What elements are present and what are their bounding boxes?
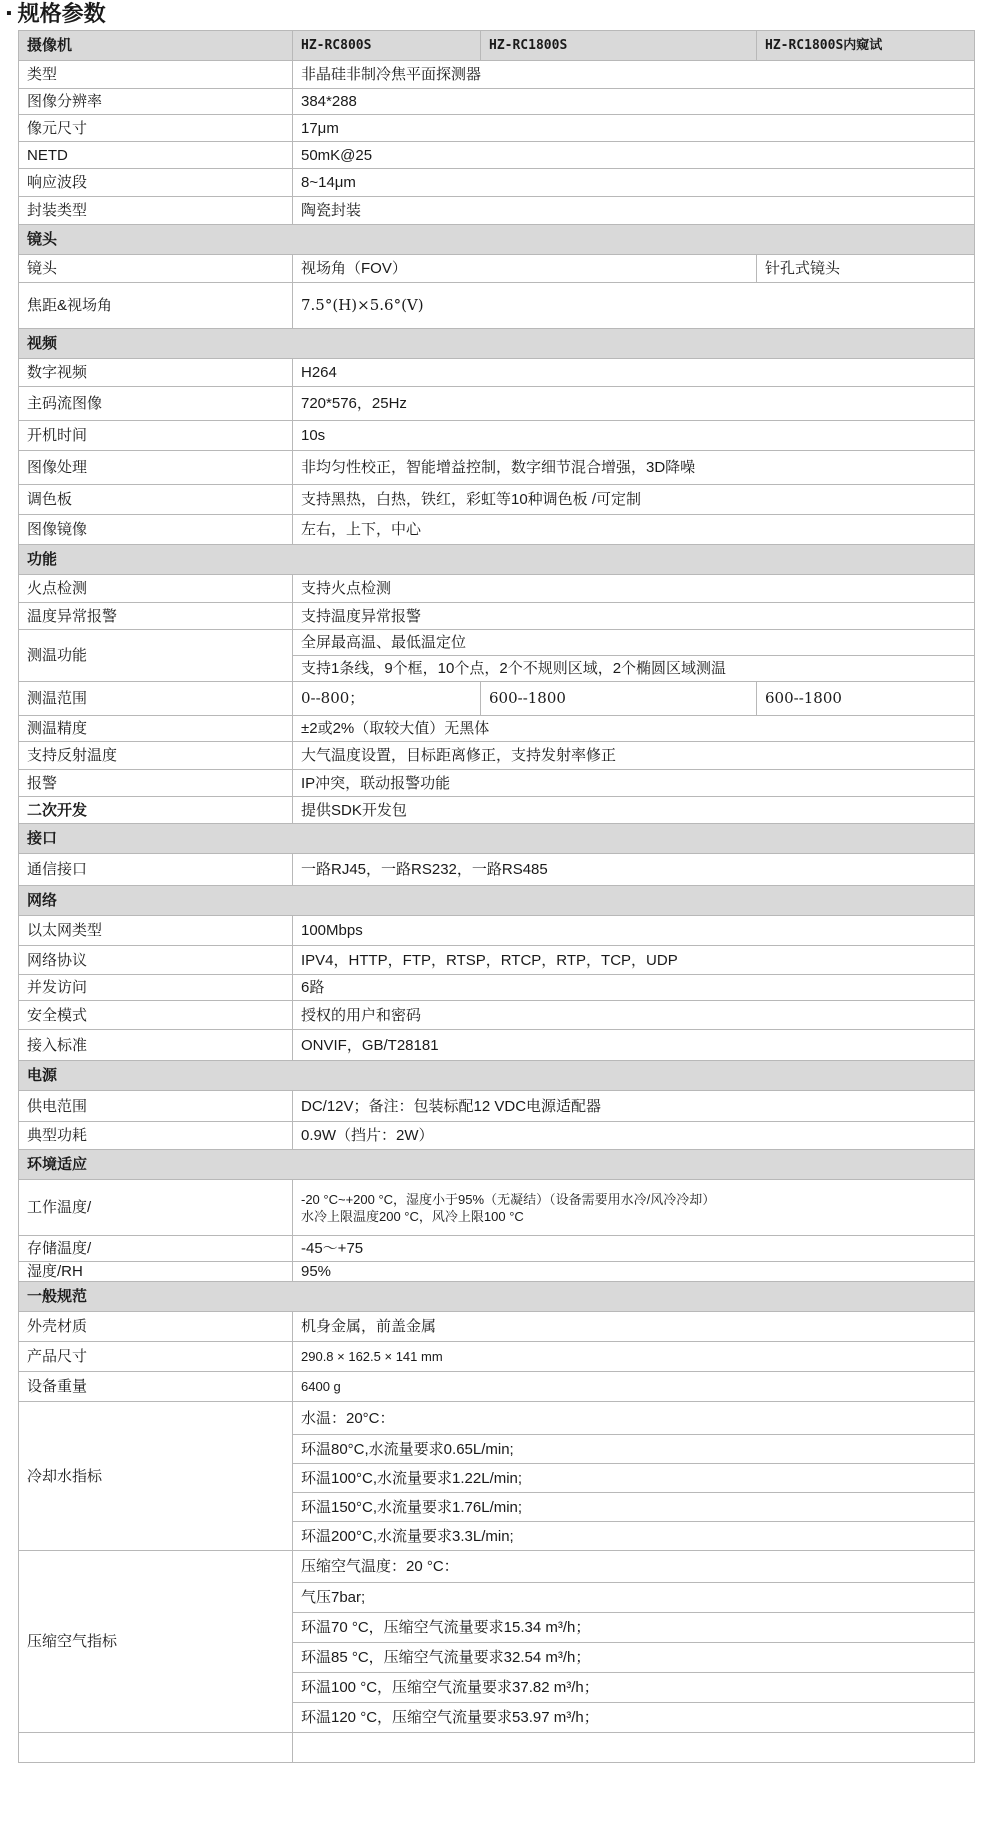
row-value: 视场角（FOV） xyxy=(293,255,757,283)
empty-cell xyxy=(19,1733,293,1763)
table-header-row xyxy=(19,31,975,61)
row-label: 安全模式 xyxy=(19,1001,293,1030)
row-value: 非晶硅非制冷焦平面探测器 xyxy=(293,61,975,89)
row-label: 接入标准 xyxy=(19,1030,293,1061)
row-label: 报警 xyxy=(19,770,293,797)
section-row-network xyxy=(19,886,975,916)
section-row-lens xyxy=(19,225,975,255)
row-label: 类型 xyxy=(19,61,293,89)
table-row xyxy=(19,1402,975,1435)
section-row-environment xyxy=(19,1150,975,1180)
row-value: 6400 g xyxy=(293,1372,975,1402)
table-row xyxy=(19,61,975,89)
table-row xyxy=(19,1342,975,1372)
row-label: 设备重量 xyxy=(19,1372,293,1402)
row-value: 100Mbps xyxy=(293,916,975,946)
table-row xyxy=(19,854,975,886)
section-row-power xyxy=(19,1061,975,1091)
row-value: 8~14μm xyxy=(293,169,975,197)
row-label: 典型功耗 xyxy=(19,1122,293,1150)
row-value: 环温150°C,水流量要求1.76L/min; xyxy=(293,1493,975,1522)
row-label: 焦距&视场角 xyxy=(19,283,293,329)
table-row xyxy=(19,515,975,545)
empty-cell xyxy=(293,1733,975,1763)
table-row xyxy=(19,1262,975,1282)
spec-table xyxy=(18,30,975,1763)
row-value: 支持火点检测 xyxy=(293,575,975,603)
table-row xyxy=(19,1372,975,1402)
model-name: HZ-RC1800S内窥试 xyxy=(757,31,975,61)
table-row xyxy=(19,630,975,656)
row-label: 冷却水指标 xyxy=(19,1402,293,1551)
table-row xyxy=(19,1180,975,1236)
table-row xyxy=(19,603,975,630)
table-row xyxy=(19,1236,975,1262)
table-row xyxy=(19,485,975,515)
row-value: 左右，上下，中心 xyxy=(293,515,975,545)
table-row xyxy=(19,916,975,946)
table-row xyxy=(19,1551,975,1583)
model-name: HZ-RC1800S xyxy=(481,31,757,61)
table-row xyxy=(19,387,975,421)
row-value: DC/12V；备注：包装标配12 VDC电源适配器 xyxy=(293,1091,975,1122)
row-value: 压缩空气温度：20 °C： xyxy=(293,1551,975,1583)
section-title: 网络 xyxy=(19,886,975,916)
page-heading xyxy=(6,0,106,28)
table-row xyxy=(19,169,975,197)
table-row xyxy=(19,359,975,387)
section-title: 镜头 xyxy=(19,225,975,255)
section-title: 功能 xyxy=(19,545,975,575)
row-value: ±2或2%（取较大值）无黑体 xyxy=(293,716,975,742)
row-value-extra: 针孔式镜头 xyxy=(757,255,975,283)
row-value: 一路RJ45，一路RS232，一路RS485 xyxy=(293,854,975,886)
row-label: 网络协议 xyxy=(19,946,293,975)
row-value: 支持1条线，9个框，10个点，2个不规则区域，2个椭圆区域测温 xyxy=(293,656,975,682)
row-value: IP冲突，联动报警功能 xyxy=(293,770,975,797)
table-row xyxy=(19,682,975,716)
header-label: 摄像机 xyxy=(19,31,293,61)
row-value: 非均匀性校正，智能增益控制，数字细节混合增强，3D降噪 xyxy=(293,451,975,485)
row-value: 环温70 °C，压缩空气流量要求15.34 m³/h； xyxy=(293,1613,975,1643)
row-value: 环温200°C,水流量要求3.3L/min; xyxy=(293,1522,975,1551)
table-row xyxy=(19,421,975,451)
row-value: ONVIF，GB/T28181 xyxy=(293,1030,975,1061)
row-value: 10s xyxy=(293,421,975,451)
section-title: 一般规范 xyxy=(19,1282,975,1312)
row-value: 全屏最高温、最低温定位 xyxy=(293,630,975,656)
table-row xyxy=(19,716,975,742)
table-row xyxy=(19,197,975,225)
row-label: 测温精度 xyxy=(19,716,293,742)
model-name: HZ-RC800S xyxy=(293,31,481,61)
row-value: 50mK@25 xyxy=(293,142,975,169)
row-label: 二次开发 xyxy=(19,797,293,824)
row-value: 机身金属，前盖金属 xyxy=(293,1312,975,1342)
row-label: 并发访问 xyxy=(19,975,293,1001)
range-value: 600--1800 xyxy=(757,682,975,716)
row-label: 镜头 xyxy=(19,255,293,283)
row-value: 95% xyxy=(293,1262,975,1282)
section-title: 电源 xyxy=(19,1061,975,1091)
row-label: 压缩空气指标 xyxy=(19,1551,293,1733)
table-row xyxy=(19,1122,975,1150)
row-value-line: -20 °C~+200 °C，湿度小于95%（无凝结）（设备需要用水冷/风冷冷却） xyxy=(301,1191,716,1207)
page-title: 规格参数 xyxy=(17,1,106,26)
row-value: 环温100°C,水流量要求1.22L/min; xyxy=(293,1464,975,1493)
row-label: NETD xyxy=(19,142,293,169)
table-row xyxy=(19,742,975,770)
row-label: 存储温度/ xyxy=(19,1236,293,1262)
range-value: 0--800； xyxy=(293,682,481,716)
section-row-interface xyxy=(19,824,975,854)
row-value: 0.9W（挡片：2W） xyxy=(293,1122,975,1150)
row-value: 384*288 xyxy=(293,89,975,115)
row-value-line: 水冷上限温度200 °C，风冷上限100 °C xyxy=(301,1208,524,1224)
row-value: 6路 xyxy=(293,975,975,1001)
row-value: 环温85 °C，压缩空气流量要求32.54 m³/h； xyxy=(293,1643,975,1673)
row-label: 火点检测 xyxy=(19,575,293,603)
table-row xyxy=(19,1001,975,1030)
section-row-video xyxy=(19,329,975,359)
table-row xyxy=(19,797,975,824)
section-title: 环境适应 xyxy=(19,1150,975,1180)
row-value: 290.8 × 162.5 × 141 mm xyxy=(293,1342,975,1372)
row-value: 环温100 °C，压缩空气流量要求37.82 m³/h； xyxy=(293,1673,975,1703)
table-row xyxy=(19,770,975,797)
row-label: 支持反射温度 xyxy=(19,742,293,770)
row-label: 像元尺寸 xyxy=(19,115,293,142)
row-label: 外壳材质 xyxy=(19,1312,293,1342)
row-label: 湿度/RH xyxy=(19,1262,293,1282)
row-value: -45～+75 xyxy=(293,1236,975,1262)
table-row xyxy=(19,1030,975,1061)
row-label: 图像分辨率 xyxy=(19,89,293,115)
row-label: 图像镜像 xyxy=(19,515,293,545)
row-value-multiline xyxy=(293,1180,975,1236)
row-label: 开机时间 xyxy=(19,421,293,451)
row-label: 测温功能 xyxy=(19,630,293,682)
row-value: 17μm xyxy=(293,115,975,142)
range-value: 600--1800 xyxy=(481,682,757,716)
row-value: 提供SDK开发包 xyxy=(293,797,975,824)
empty-row xyxy=(19,1733,975,1763)
table-row xyxy=(19,975,975,1001)
row-value: 支持黑热，白热，铁红，彩虹等10种调色板 /可定制 xyxy=(293,485,975,515)
row-label: 以太网类型 xyxy=(19,916,293,946)
table-row xyxy=(19,283,975,329)
row-value: 支持温度异常报警 xyxy=(293,603,975,630)
row-value: 气压7bar; xyxy=(293,1583,975,1613)
table-row xyxy=(19,1312,975,1342)
row-value: H264 xyxy=(293,359,975,387)
row-label: 响应波段 xyxy=(19,169,293,197)
section-title: 视频 xyxy=(19,329,975,359)
row-label: 供电范围 xyxy=(19,1091,293,1122)
row-label: 测温范围 xyxy=(19,682,293,716)
row-label: 主码流图像 xyxy=(19,387,293,421)
row-label: 工作温度/ xyxy=(19,1180,293,1236)
table-row xyxy=(19,89,975,115)
row-value: 7.5°(H)×5.6°(V) xyxy=(293,283,975,329)
row-label: 产品尺寸 xyxy=(19,1342,293,1372)
row-value: 环温120 °C，压缩空气流量要求53.97 m³/h； xyxy=(293,1703,975,1733)
row-value: 水温：20°C： xyxy=(293,1402,975,1435)
row-label: 通信接口 xyxy=(19,854,293,886)
row-label: 封装类型 xyxy=(19,197,293,225)
section-row-general xyxy=(19,1282,975,1312)
table-row xyxy=(19,1091,975,1122)
row-label: 调色板 xyxy=(19,485,293,515)
row-value: 陶瓷封装 xyxy=(293,197,975,225)
section-row-function xyxy=(19,545,975,575)
table-row xyxy=(19,946,975,975)
row-value: 环温80°C,水流量要求0.65L/min; xyxy=(293,1435,975,1464)
row-label: 数字视频 xyxy=(19,359,293,387)
row-label: 图像处理 xyxy=(19,451,293,485)
row-value: IPV4，HTTP，FTP，RTSP，RTCP，RTP，TCP，UDP xyxy=(293,946,975,975)
table-row xyxy=(19,451,975,485)
table-row xyxy=(19,142,975,169)
table-row xyxy=(19,115,975,142)
table-row xyxy=(19,575,975,603)
row-value: 授权的用户和密码 xyxy=(293,1001,975,1030)
row-value: 720*576，25Hz xyxy=(293,387,975,421)
heading-bullet: ▪ xyxy=(6,5,12,22)
section-title: 接口 xyxy=(19,824,975,854)
row-label: 温度异常报警 xyxy=(19,603,293,630)
table-row xyxy=(19,255,975,283)
row-value: 大气温度设置，目标距离修正，支持发射率修正 xyxy=(293,742,975,770)
